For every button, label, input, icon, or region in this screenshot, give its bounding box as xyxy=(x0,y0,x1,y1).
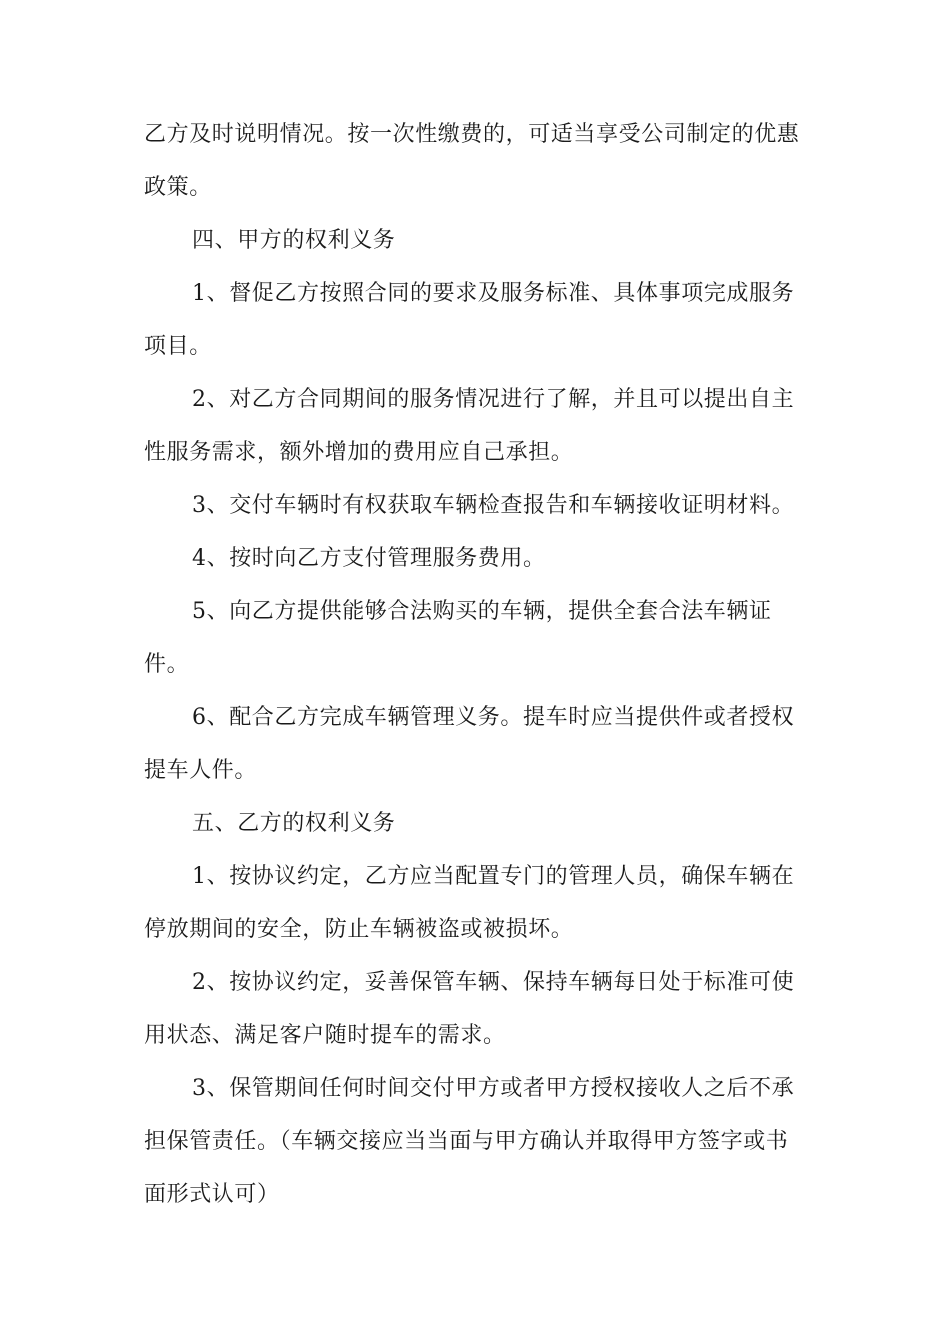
list-item-party-a-5: 5、向乙方提供能够合法购买的车辆，提供全套合法车辆证件。 xyxy=(144,599,772,677)
section-heading-party-a: 四、甲方的权利义务 xyxy=(192,228,396,253)
list-item-party-a-6: 6、配合乙方完成车辆管理义务。提车时应当提供件或者授权提车人件。 xyxy=(144,705,795,783)
document-body xyxy=(144,108,809,1221)
list-item-party-b-2: 2、按协议约定，妥善保管车辆、保持车辆每日处于标准可使用状态、满足客户随时提车的需求。 xyxy=(144,970,795,1048)
list-item-party-a-4: 4、按时向乙方支付管理服务费用。 xyxy=(192,546,546,571)
list-item-party-a-1: 1、督促乙方按照合同的要求及服务标准、具体事项完成服务项目。 xyxy=(144,281,795,359)
list-item-party-a-3: 3、交付车辆时有权获取车辆检查报告和车辆接收证明材料。 xyxy=(192,493,795,518)
list-item-party-b-3: 3、保管期间任何时间交付甲方或者甲方授权接收人之后不承担保管责任。（车辆交接应当当面与甲方确认并取得甲方签字或书面形式认可） xyxy=(144,1076,795,1207)
section-heading-party-b: 五、乙方的权利义务 xyxy=(192,811,396,836)
list-item-party-b-1: 1、按协议约定，乙方应当配置专门的管理人员，确保车辆在停放期间的安全，防止车辆被盗或被损坏。 xyxy=(144,864,795,942)
paragraph-continuation: 乙方及时说明情况。按一次性缴费的，可适当享受公司制定的优惠政策。 xyxy=(144,122,800,200)
list-item-party-a-2: 2、对乙方合同期间的服务情况进行了解，并且可以提出自主性服务需求，额外增加的费用应自己承担。 xyxy=(144,387,795,465)
